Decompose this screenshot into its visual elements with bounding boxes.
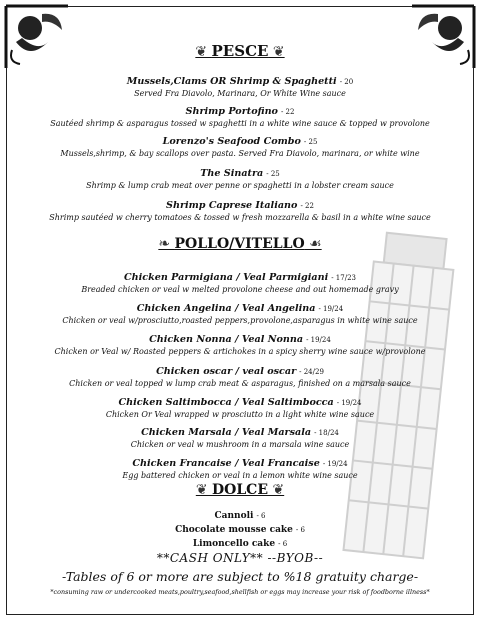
item-description: Mussels,shrimp, & bay scallops over pasta. Served Fra Diavolo, marinara, or white wine (60, 149, 420, 158)
item-description: Chicken or veal topped w lump crab meat & asparagus, finished on a marsala sauce (69, 379, 411, 388)
item-price: - 22 (300, 202, 314, 210)
item-name: Chicken Nonna / Veal Nonna (149, 334, 304, 345)
menu-item (0, 451, 480, 481)
menu-item (0, 161, 480, 191)
item-name: Mussels,Clams OR Shrimp & Spaghetti (126, 76, 337, 87)
item-price: - 17/23 (331, 274, 356, 282)
menu-item (0, 359, 480, 389)
item-price: - 18/24 (314, 429, 339, 437)
item-name: Chicken Saltimbocca / Veal Saltimbocca (118, 397, 334, 408)
scroll-flourish-icon: ❦ (195, 44, 212, 60)
scroll-flourish-icon: ❧ (158, 236, 175, 252)
item-price: - 19/24 (306, 336, 331, 344)
item-name: Chicken Marsala / Veal Marsala (141, 427, 312, 438)
item-price: - 22 (280, 108, 295, 116)
cherub-ornament-icon (2, 2, 72, 72)
pollo-title-text: POLLO/VITELLO (174, 236, 305, 252)
payment-note: **CASH ONLY** --BYOB-- (156, 551, 324, 565)
item-description: Shrimp sautéed w cherry tomatoes & tossed w fresh mozzarella & basil in a white wine sauce (49, 213, 431, 222)
menu-item (0, 531, 480, 550)
item-price: - 6 (278, 540, 288, 548)
foodborne-illness-disclaimer: *consuming raw or undercooked meats,poultry,seafood,shellfish or eggs may increase your risk of foodborne illness* (50, 588, 430, 596)
cherub-ornament-icon (408, 2, 478, 72)
section-title-dolce (0, 482, 480, 498)
item-name: Limoncello cake (192, 539, 276, 549)
item-name: Cannoli (214, 511, 254, 521)
item-name: Chicken Francaise / Veal Francaise (132, 458, 320, 469)
item-price: - 6 (295, 526, 305, 534)
item-price: - 19/24 (318, 305, 344, 313)
scroll-flourish-icon: ❦ (195, 482, 212, 498)
menu-item (0, 265, 480, 295)
scroll-flourish-icon: ❦ (268, 44, 285, 60)
scroll-flourish-icon: ☙ (304, 236, 322, 252)
item-description: Sautéed shrimp & asparagus tossed w spaghetti in a white wine sauce & topped w provolone (50, 119, 430, 128)
gratuity-note: -Tables of 6 or more are subject to %18 gratuity charge- (61, 569, 419, 584)
item-name: Chocolate mousse cake (175, 525, 293, 535)
item-name: Chicken oscar / veal oscar (156, 366, 297, 377)
menu-item (0, 193, 480, 223)
menu-item (0, 129, 480, 159)
item-description: Breaded chicken or veal w melted provolone cheese and out homemade gravy (81, 285, 399, 294)
item-price: - 20 (339, 78, 354, 86)
item-description: Chicken or veal w/prosciutto,roasted peppers,provolone,asparagus in white wine sauce (62, 316, 418, 325)
scroll-flourish-icon: ❦ (268, 482, 285, 498)
item-price: - 24/29 (299, 368, 324, 376)
item-price: - 6 (256, 512, 266, 520)
item-description: Chicken or veal w mushroom in a marsala wine sauce (130, 440, 350, 449)
menu-item (0, 327, 480, 357)
dolce-title-text: DOLCE (212, 482, 268, 498)
item-name: Chicken Angelina / Veal Angelina (136, 303, 316, 314)
item-name: Lorenzo's Seafood Combo (162, 136, 301, 147)
section-title-pollo-vitello (0, 236, 480, 252)
item-description: Served Fra Diavolo, Marinara, Or White Wine sauce (134, 89, 346, 98)
item-price: - 19/24 (322, 460, 348, 468)
item-description: Chicken or Veal w/ Roasted peppers & artichokes in a spicy sherry wine sauce w/provolone (54, 347, 426, 356)
item-price: - 19/24 (336, 399, 362, 407)
item-price: - 25 (266, 170, 280, 178)
pesce-title-text: PESCE (211, 42, 269, 60)
item-description: Egg battered chicken or veal in a lemon white wine sauce (122, 471, 358, 480)
item-description: Chicken Or Veal wrapped w prosciutto in a light white wine sauce (105, 410, 375, 419)
menu-item (0, 69, 480, 99)
item-name: The Sinatra (200, 168, 264, 179)
item-name: Shrimp Portofino (185, 106, 278, 117)
menu-item (0, 390, 480, 420)
item-name: Chicken Parmigiana / Veal Parmigiani (124, 272, 329, 283)
item-price: - 25 (303, 138, 318, 146)
menu-item (0, 296, 480, 326)
menu-item (0, 420, 480, 450)
menu-item (0, 99, 480, 129)
item-name: Shrimp Caprese Italiano (166, 200, 298, 211)
section-title-pesce (0, 42, 480, 60)
item-description: Shrimp & lump crab meat over penne or spaghetti in a lobster cream sauce (86, 181, 394, 190)
